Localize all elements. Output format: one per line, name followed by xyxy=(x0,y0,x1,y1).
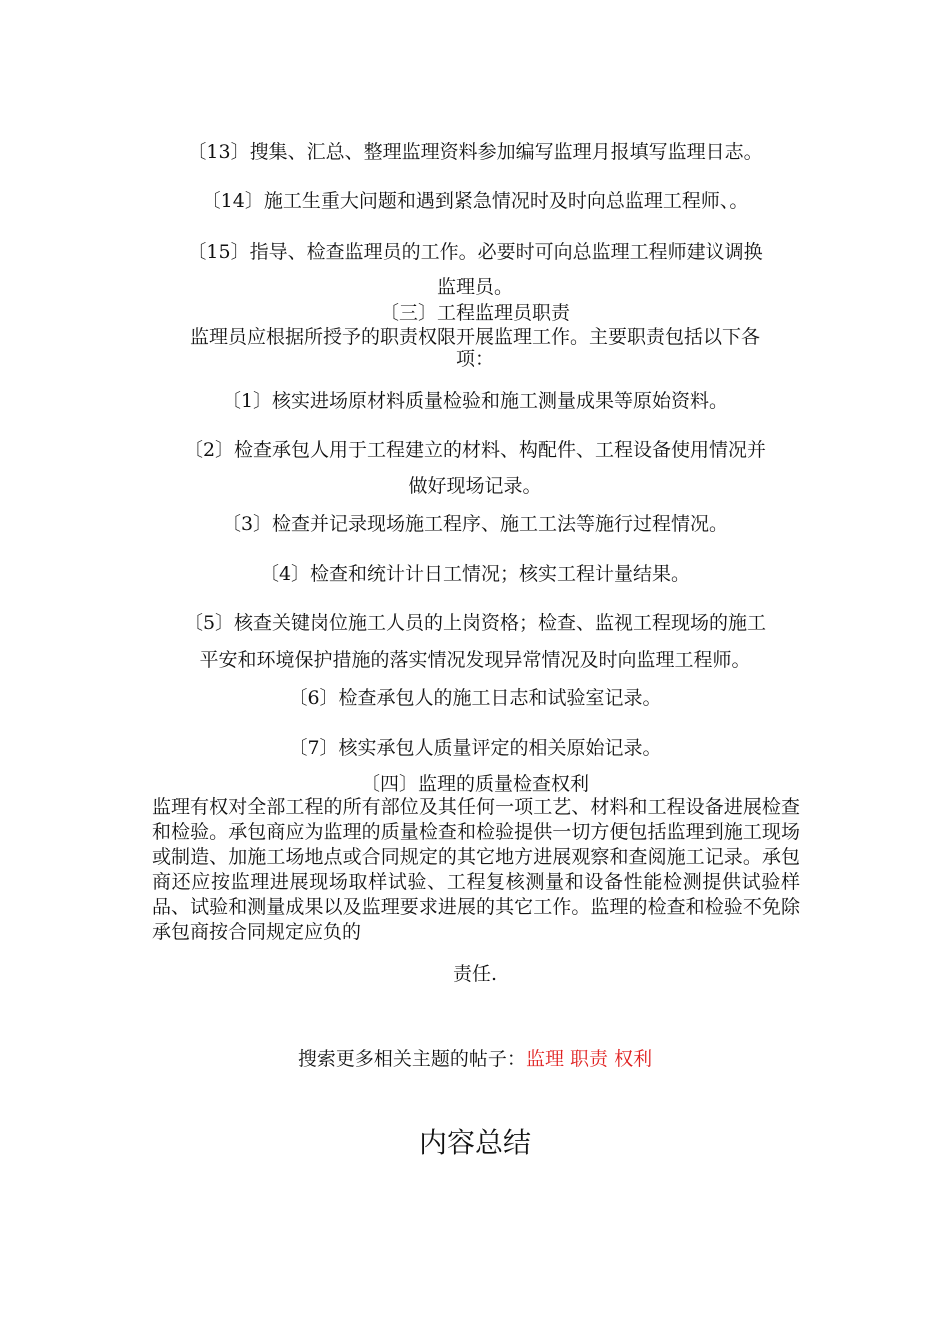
section-four-heading: 〔四〕监理的质量检查权利 xyxy=(360,773,589,795)
duty-item-7: 〔7〕核实承包人质量评定的相关原始记录。 xyxy=(288,737,662,759)
duty-item-5: 〔5〕核查关键岗位施工人员的上岗资格；检查、监视工程现场的施工 xyxy=(183,612,767,634)
summary-heading: 内容总结 xyxy=(418,1126,531,1159)
tag-link-supervision[interactable]: 监理 xyxy=(525,1048,564,1070)
tag-link-duties[interactable]: 职责 xyxy=(570,1048,609,1070)
duty-item-1: 〔1〕核实进场原材料质量检验和施工测量成果等原始资料。 xyxy=(221,390,729,412)
item-15-continuation: 监理员。 xyxy=(436,276,513,298)
section-three-heading: 〔三〕工程监理员职责 xyxy=(379,302,570,324)
tag-link-rights[interactable]: 权利 xyxy=(614,1048,653,1070)
item-15: 〔15〕指导、检查监理员的工作。必要时可向总监理工程师建议调换 xyxy=(187,241,763,263)
section-four-last-line: 责任. xyxy=(452,963,498,985)
item-14: 〔14〕施工生重大问题和遇到紧急情况时及时向总监理工程师、。 xyxy=(201,190,749,212)
search-more-label: 搜索更多相关主题的帖子： xyxy=(297,1048,526,1070)
duty-item-2-continuation: 做好现场记录。 xyxy=(408,475,542,497)
duty-item-2: 〔2〕检查承包人用于工程建立的材料、构配件、工程设备使用情况并 xyxy=(183,439,767,461)
section-four-body: 监理有权对全部工程的所有部位及其任何一项工艺、材料和工程设备进展检查和检验。承包商应为监理的质量检查和检验提供一切方便包括监理到施工现场或制造、加施工场地点或合同规定的其它地方进展观察和查阅施工记录。承包商还应按监理进展现场取样试验、工程复核测量和设备性能检测提供试验样品、试验和测量成果以及监理要求进展的其它工作。监理的检查和检验不免除承包商按合同规定应负的 xyxy=(152,796,800,943)
item-13: 〔13〕搜集、汇总、整理监理资料参加编写监理月报填写监理日志。 xyxy=(187,141,763,163)
duty-item-5-continuation: 平安和环境保护措施的落实情况发现异常情况及时向监理工程师。 xyxy=(199,649,751,671)
search-more-row xyxy=(0,1047,950,1071)
section-three-intro-line1: 监理员应根据所授予的职责权限开展监理工作。主要职责包括以下各 xyxy=(189,326,760,348)
duty-item-6: 〔6〕检查承包人的施工日志和试验室记录。 xyxy=(288,687,662,709)
duty-item-4: 〔4〕检查和统计计日工情况；核实工程计量结果。 xyxy=(259,563,691,585)
duty-item-3: 〔3〕检查并记录现场施工程序、施工工法等施行过程情况。 xyxy=(221,513,729,535)
section-three-intro-line2: 项： xyxy=(455,348,494,370)
